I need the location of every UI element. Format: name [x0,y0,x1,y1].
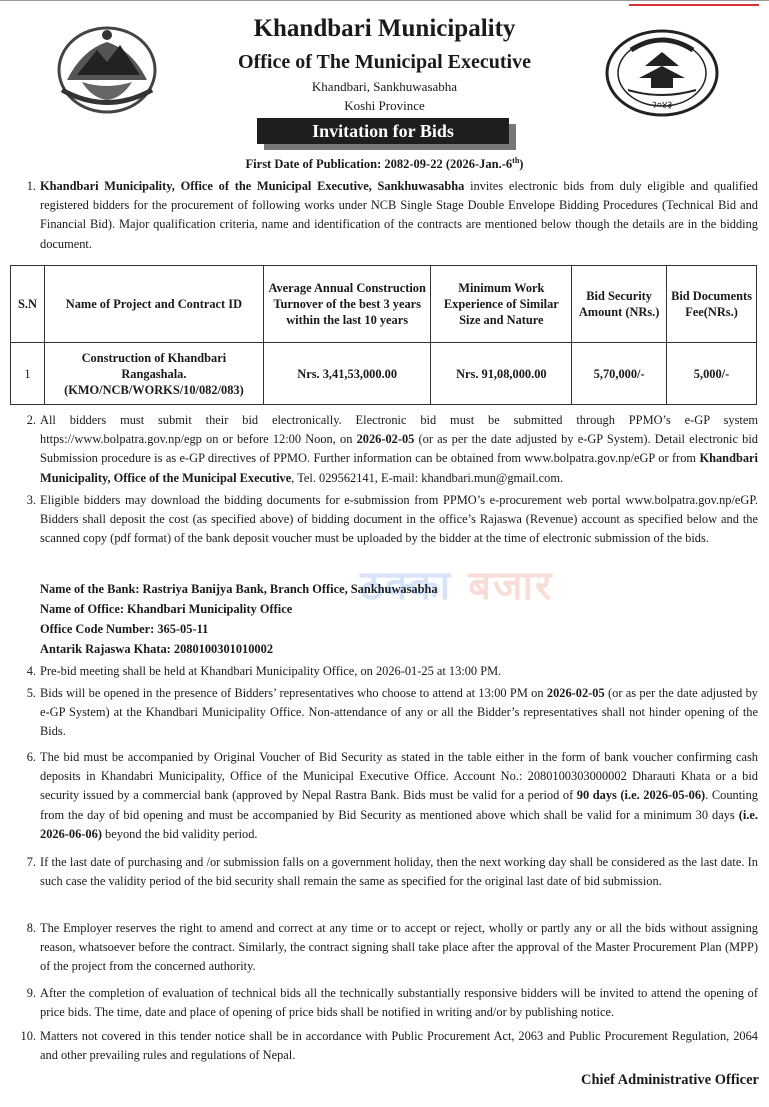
table-header: Bid Security Amount (NRs.) [572,266,667,343]
paragraph-5: Bids will be opened in the presence of Bidders’ representatives who choose to attend at 13:00 PM on 2026-02-05 (or as per the date adjusted by e-GP System) at the Khandbari Municipality Office. Non-attendance of any or all the Bidder’s representatives shall not hinder opening of the Bids. [40,686,758,739]
cell-security: 5,70,000/- [572,343,667,405]
para-number: 4. [26,664,36,678]
address: Khandbari, Sankhuwasabha [311,79,458,94]
paragraph-4: Pre-bid meeting shall be held at Khandbari Municipality Office, on 2026-01-25 at 13:00 PM. [40,664,502,678]
paragraph-8: The Employer reserves the right to amend and correct at any time or to accept or reject, wholly or partly any or all the bids without assigning reason, whatsoever before the contract. Similarly, the contract signing shall take place after the approval of the Master Procurement Plan (MPP) of the project from the concerned authority. [40,921,758,974]
seal-year: २०४३ [651,100,673,111]
municipality-title: Khandbari Municipality [253,15,516,42]
paragraph-1: Khandbari Municipality, Office of the Municipal Executive, Sankhuwasabha invites electronic bids from duly eligible and qualified registered bidders for the procurement of following works under NCB Single Stage Double Envelope Bidding Procedures (Technical Bid and Financial Bid). Major qualification criteria, name and identification of the contracts are mentioned below though the details are in the bidding document. [40,179,758,251]
table-header: Bid Documents Fee(NRs.) [667,266,757,343]
corner-mark [629,0,759,6]
cell-experience: Nrs. 91,08,000.00 [431,343,572,405]
para-number: 3. [26,493,36,507]
table-header: Average Annual Construction Turnover of the best 3 years within the last 10 years [263,266,431,343]
paragraph-9: After the completion of evaluation of technical bids all the technically substantially responsive bidders will be invited to attend the opening of price bids. The time, date and place of opening of price bids shall be notified in writing and/or by publishing notice. [40,986,758,1020]
signature: Chief Administrative Officer [581,1072,759,1088]
office-code: Office Code Number: 365-05-11 [40,622,209,636]
table-header: S.N [11,266,45,343]
cell-turnover: Nrs. 3,41,53,000.00 [263,343,431,405]
para-number: 6. [26,750,36,764]
table-header-row [11,266,757,343]
para-number: 10. [20,1029,36,1043]
paragraph-2: All bidders must submit their bid electronically. Electronic bid must be submitted through PPMO’s e-GP system https://www.bolpatra.gov.np/egp on or before 12:00 Noon, on 2026-02-05 (or as per the date adjusted by e-GP System). Detail electronic bid Submission procedure is as e-GP directives of PPMO. Further information can be obtained from www.bolpatra.gov.np/eGP or from Khandbari Municipality, Office of the Municipal Executive, Tel. 029562141, E-mail: khandbari.mun@gmail.com. [40,413,758,485]
para-number: 2. [26,413,36,427]
paragraph-7: If the last date of purchasing and /or submission falls on a government holiday, then the next working day shall be considered as the last date. In such case the validity period of the bid security shall remain the same as specified for the original last date of bid submission. [40,855,758,889]
banner-invitation: Invitation for Bids [257,118,509,144]
watermark: ठक्का बजार [360,563,554,609]
para-number: 7. [26,855,36,869]
province: Koshi Province [344,98,425,113]
bank-name: Name of the Bank: Rastriya Banijya Bank, Branch Office, Sankhuwasabha [40,582,438,596]
para-number: 8. [26,921,36,935]
paragraph-3: Eligible bidders may download the bidding documents for e-submission from PPMO’s e-procurement web portal www.bolpatra.gov.np/eGP. Bidders shall deposit the cost (as specified above) of bidding document in the office’s Rajaswa (Revenue) account as specified below and the scanned copy (pdf format) of the bank deposit voucher must be uploaded by the bidder at the time of electronic submission of the bids. [40,493,758,546]
paragraph-10: Matters not covered in this tender notice shall be in accordance with Public Procurement Act, 2063 and Public Procurement Regulation, 2064 and other prevailing rules and regulations of Nepal. [40,1029,758,1063]
table-row [11,343,757,405]
publication-date: First Date of Publication: 2082-09-22 (2026-Jan.-6th) [245,156,524,172]
para-number: 5. [26,686,36,700]
rajaswa-khata: Antarik Rajaswa Khata: 2080100301010002 [40,642,274,656]
office-title: Office of The Municipal Executive [238,51,531,73]
cell-sn: 1 [11,343,45,405]
para-number: 1. [26,179,36,193]
table-header: Name of Project and Contract ID [44,266,263,343]
bid-table [10,265,757,405]
para-number: 9. [26,986,36,1000]
paragraph-6: The bid must be accompanied by Original Voucher of Bid Security as stated in the table either in the form of bank voucher confirming cash deposits in Khandabri Municipality, Office of the Municipal Executive Office. Account No.: 2080100303000002 Dharauti Khata or a bid security issued by a commercial bank (approved by Nepal Rastra Bank. Bids must be valid for a period of 90 days (i.e. 2026-05-06). Counting from the day of bid opening and must be accompanied by Bid Security as mentioned above which shall be valid for a minimum 30 days (i.e. 2026-06-06) beyond the bid validity period. [40,750,758,841]
cell-project: Construction of Khandbari Rangashala. (KMO/NCB/WORKS/10/082/083) [44,343,263,405]
office-name: Name of Office: Khandbari Municipality Office [40,602,293,616]
cell-fee: 5,000/- [667,343,757,405]
table-header: Minimum Work Experience of Similar Size and Nature [431,266,572,343]
